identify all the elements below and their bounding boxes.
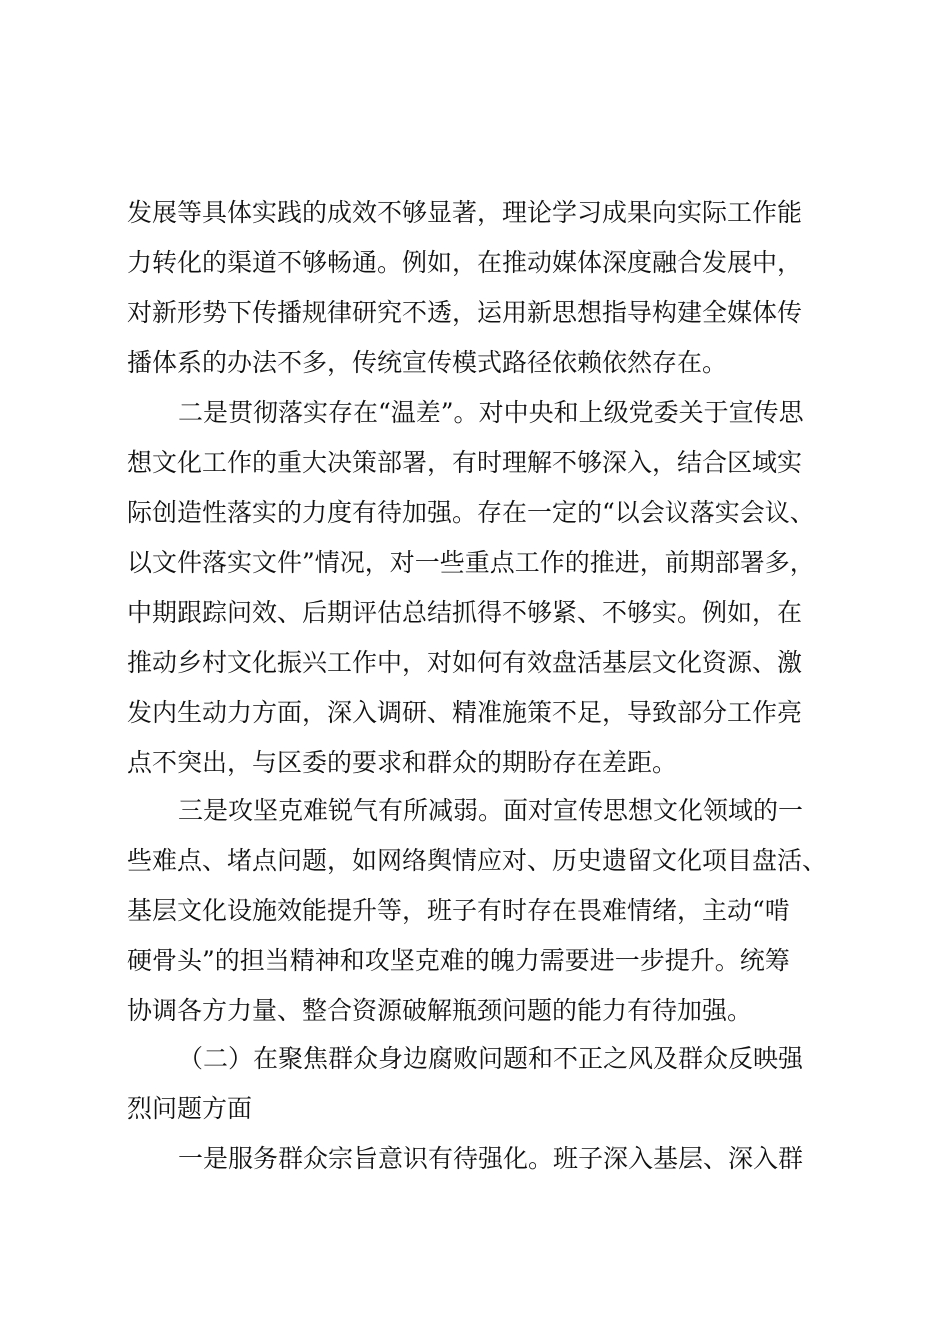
text-line: 些难点、堵点问题，如网络舆情应对、历史遗留文化项目盘活、	[127, 846, 828, 875]
text-line: 点不突出，与区委的要求和群众的期盼存在差距。	[127, 748, 678, 777]
text-line: 际创造性落实的力度有待加强。存在一定的“以会议落实会议、	[127, 498, 815, 527]
text-line: 以文件落实文件”情况，对一些重点工作的推进，前期部署多，	[127, 548, 815, 577]
text-line: 中期跟踪问效、后期评估总结抓得不够紧、不够实。例如，在	[127, 598, 803, 627]
text-line: 推动乡村文化振兴工作中，对如何有效盘活基层文化资源、激	[127, 648, 803, 677]
text-line: 基层文化设施效能提升等，班子有时存在畏难情绪，主动“啃	[127, 896, 790, 925]
paragraph-first-line: 二是贯彻落实存在“温差”。对中央和上级党委关于宣传思	[178, 398, 804, 427]
text-line: 协调各方力量、整合资源破解瓶颈问题的能力有待加强。	[127, 996, 753, 1025]
text-line: 力转化的渠道不够畅通。例如，在推动媒体深度融合发展中，	[127, 248, 803, 277]
text-line: 硬骨头”的担当精神和攻坚克难的魄力需要进一步提升。统筹	[127, 946, 790, 975]
text-line: 想文化工作的重大决策部署，有时理解不够深入，结合区域实	[127, 448, 803, 477]
text-line: 播体系的办法不多，传统宣传模式路径依赖依然存在。	[127, 348, 728, 377]
text-line: 发展等具体实践的成效不够显著，理论学习成果向实际工作能	[127, 198, 803, 227]
section-heading-line: （二）在聚焦群众身边腐败问题和不正之风及群众反映强	[178, 1044, 804, 1073]
text-line: 对新形势下传播规律研究不透，运用新思想指导构建全媒体传	[127, 298, 803, 327]
text-line: 发内生动力方面，深入调研、精准施策不足，导致部分工作亮	[127, 698, 803, 727]
paragraph-first-line: 一是服务群众宗旨意识有待强化。班子深入基层、深入群	[178, 1144, 804, 1173]
paragraph-first-line: 三是攻坚克难锐气有所减弱。面对宣传思想文化领域的一	[178, 796, 804, 825]
section-heading-line: 烈问题方面	[127, 1094, 253, 1123]
